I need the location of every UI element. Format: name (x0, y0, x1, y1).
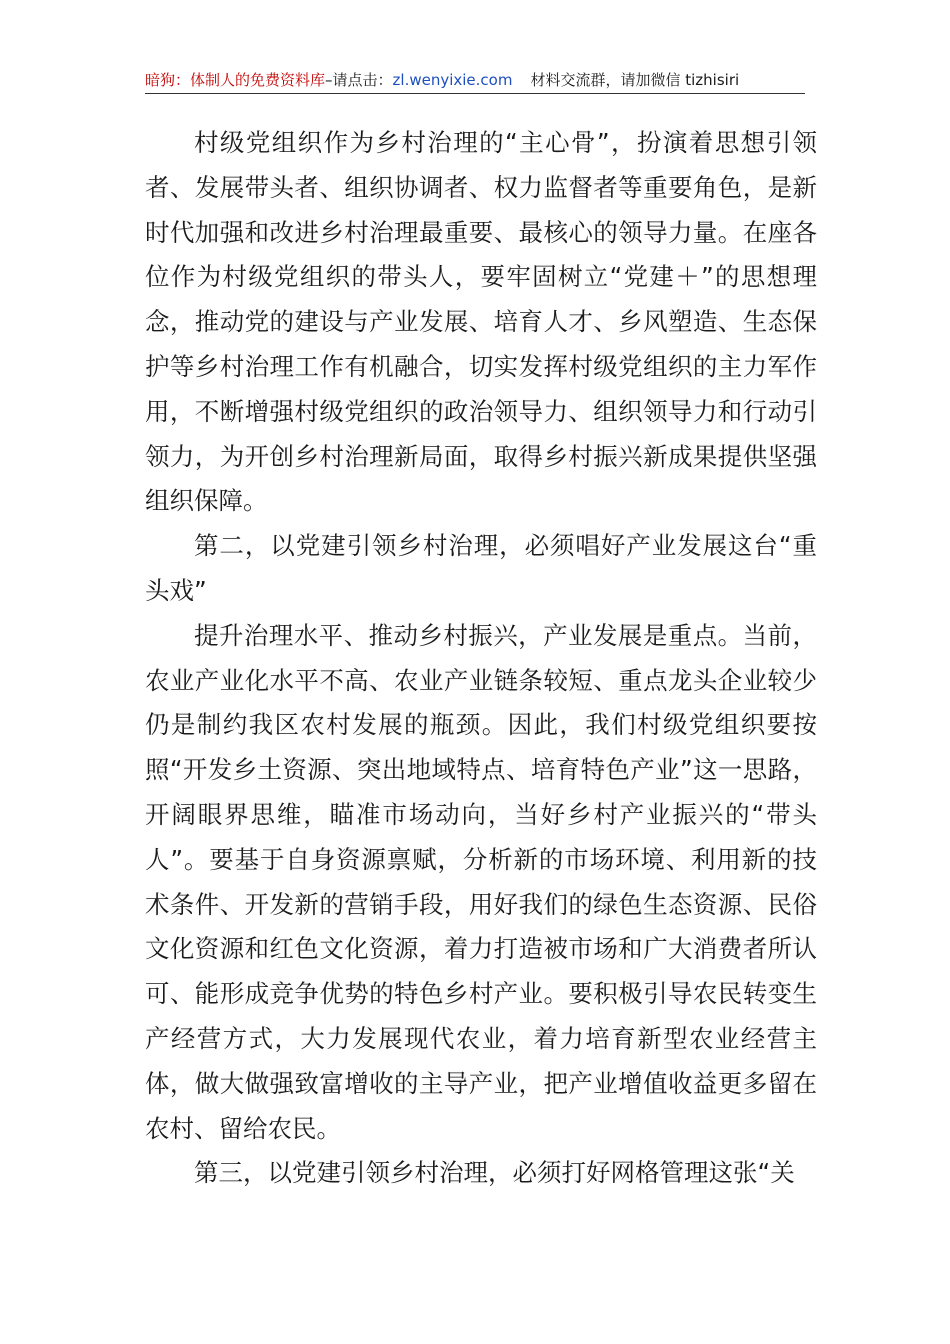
header-prompt: –请点击： (325, 71, 393, 89)
page-header (145, 67, 805, 94)
paragraph-intro: 村级党组织作为乡村治理的“主心骨”，扮演着思想引领者、发展带头者、组织协调者、权力监督者等重要角色，是新时代加强和改进乡村治理最重要、最核心的领导力量。在座各位作为村级党组织的带头人，要牢固树立“党建＋”的思想理念，推动党的建设与产业发展、培育人才、乡风塑造、生态保护等乡村治理工作有机融合，切实发挥村级党组织的主力军作用，不断增强村级党组织的政治领导力、组织领导力和行动引领力，为开创乡村治理新局面，取得乡村振兴新成果提供坚强组织保障。 (145, 128, 817, 516)
header-brand: 暗狗：体制人的免费资料库 (145, 71, 326, 89)
header-wechat-group: 材料交流群，请加微信 tizhisiri (530, 71, 740, 89)
paragraph-industry: 提升治理水平、推动乡村振兴，产业发展是重点。当前，农业产业化水平不高、农业产业链条较短、重点龙头企业较少仍是制约我区农村发展的瓶颈。因此，我们村级党组织要按照“开发乡土资源、突出地域特点、培育特色产业”这一思路，开阔眼界思维，瞄准市场动向，当好乡村产业振兴的“带头人”。要基于自身资源禀赋，分析新的市场环境、利用新的技术条件、开发新的营销手段，用好我们的绿色生态资源、民俗文化资源和红色文化资源，着力打造被市场和广大消费者所认可、能形成竞争优势的特色乡村产业。要积极引导农民转变生产经营方式，大力发展现代农业，着力培育新型农业经营主体，做大做强致富增收的主导产业，把产业增值收益更多留在农村、留给农民。 (145, 620, 817, 1143)
header-link[interactable]: zl.wenyixie.com (392, 71, 513, 89)
document-body (145, 121, 817, 1196)
section-heading-2: 第二，以党建引领乡村治理，必须唱好产业发展这台“重头戏” (145, 531, 817, 605)
section-heading-3: 第三，以党建引领乡村治理，必须打好网格管理这张“关 (194, 1158, 795, 1188)
